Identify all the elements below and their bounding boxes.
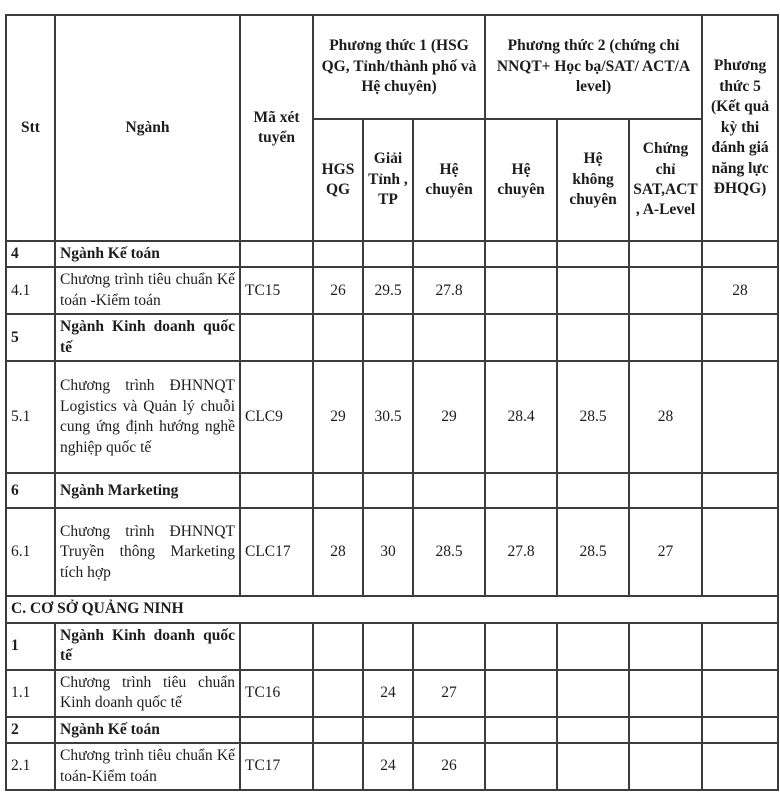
cell-score [557,473,629,508]
cell-stt: 6 [6,473,55,508]
cell-program-name: Chương trình tiêu chuẩn Kế toán -Kiểm toán [55,267,240,314]
cell-score [313,670,363,717]
cell-code [240,623,313,670]
cell-score: 28.5 [557,361,629,473]
header-phuong-thuc-5: Phương thức 5 (Kết quả kỳ thi đánh giá năng lực ĐHQG) [702,15,778,241]
cell-score [557,743,629,790]
table-row [6,670,778,717]
cell-score [413,623,485,670]
cell-score [413,314,485,361]
cell-program-name: Chương trình tiêu chuẩn Kế toán-Kiểm toán [55,743,240,790]
cell-stt: 5 [6,314,55,361]
cell-score: 28 [629,361,702,473]
cell-program-name: Chương trình ĐHNNQT Truyền thông Marketing tích hợp [55,508,240,596]
cell-code [240,314,313,361]
cell-major-name: Ngành Kế toán [55,241,240,267]
cell-score [702,241,778,267]
cell-score [557,241,629,267]
subheader-he-chuyen-pt2: Hệ chuyên [485,119,557,241]
cell-score [363,241,413,267]
cell-score: 30 [363,508,413,596]
cell-score [702,717,778,743]
region-row [6,596,778,622]
cell-score: 27 [413,670,485,717]
cell-code: CLC9 [240,361,313,473]
cell-score [629,623,702,670]
cell-score: 24 [363,743,413,790]
cell-program-name: Chương trình tiêu chuẩn Kinh doanh quốc tế [55,670,240,717]
cell-score: 28.4 [485,361,557,473]
cell-stt: 4 [6,241,55,267]
cell-score [485,743,557,790]
cell-score [702,314,778,361]
cell-score [313,743,363,790]
cell-score [485,670,557,717]
cell-score [485,623,557,670]
table-row [6,717,778,743]
header-stt: Stt [6,15,55,241]
header-phuong-thuc-1: Phương thức 1 (HSG QG, Tỉnh/thành phố và Hệ chuyên) [313,15,485,119]
cell-score: 30.5 [363,361,413,473]
cell-score: 26 [313,267,363,314]
cell-score [413,717,485,743]
cell-score: 27.8 [485,508,557,596]
cell-score: 28.5 [413,508,485,596]
cell-stt: 5.1 [6,361,55,473]
cell-score [702,473,778,508]
cell-score [629,743,702,790]
cell-score: 28.5 [557,508,629,596]
table-row [6,267,778,314]
cell-score: 29.5 [363,267,413,314]
cell-stt: 1.1 [6,670,55,717]
cell-score [629,670,702,717]
admission-scores-table [5,14,779,791]
cell-score [313,241,363,267]
cell-stt: 1 [6,623,55,670]
header-ma-xet-tuyen: Mã xét tuyển [240,15,313,241]
cell-major-name: Ngành Kế toán [55,717,240,743]
cell-score: 27.8 [413,267,485,314]
cell-score [485,473,557,508]
cell-score [313,314,363,361]
cell-score: 26 [413,743,485,790]
cell-program-name: Chương trình ĐHNNQT Logistics và Quản lý chuỗi cung ứng định hướng nghề nghiệp quốc tế [55,361,240,473]
cell-score [363,623,413,670]
table-body [6,241,778,790]
cell-score [557,623,629,670]
cell-code: TC16 [240,670,313,717]
table-row [6,508,778,596]
cell-stt: 2 [6,717,55,743]
cell-score [313,473,363,508]
cell-score [363,314,413,361]
cell-score [485,314,557,361]
table-row [6,473,778,508]
cell-score [702,670,778,717]
table-row [6,361,778,473]
cell-score: 28 [313,508,363,596]
cell-score [363,717,413,743]
cell-score [413,473,485,508]
subheader-giai-tinh-tp: Giải Tỉnh , TP [363,119,413,241]
cell-score [485,267,557,314]
cell-score [629,267,702,314]
cell-major-name: Ngành Kinh doanh quốc tế [55,623,240,670]
subheader-he-khong-chuyen: Hệ không chuyên [557,119,629,241]
cell-score [363,473,413,508]
table-row [6,314,778,361]
cell-score [313,623,363,670]
cell-score [413,241,485,267]
cell-stt: 6.1 [6,508,55,596]
cell-score [557,314,629,361]
cell-score [629,314,702,361]
table-row [6,623,778,670]
cell-major-name: Ngành Marketing [55,473,240,508]
cell-score: 29 [413,361,485,473]
cell-score: 28 [702,267,778,314]
table-row [6,743,778,790]
cell-score [702,743,778,790]
cell-score [702,361,778,473]
cell-score [629,241,702,267]
cell-code: CLC17 [240,508,313,596]
cell-score [485,717,557,743]
cell-score [557,717,629,743]
cell-score: 27 [629,508,702,596]
cell-major-name: Ngành Kinh doanh quốc tế [55,314,240,361]
cell-score [557,267,629,314]
cell-code [240,473,313,508]
header-phuong-thuc-2: Phương thức 2 (chứng chỉ NNQT+ Học bạ/SAT/ ACT/A level) [485,15,702,119]
cell-score [557,670,629,717]
cell-score [485,241,557,267]
cell-code: TC15 [240,267,313,314]
cell-code [240,717,313,743]
cell-score: 24 [363,670,413,717]
cell-code [240,241,313,267]
region-title: C. CƠ SỞ QUẢNG NINH [6,596,778,622]
table-row [6,241,778,267]
subheader-he-chuyen-pt1: Hệ chuyên [413,119,485,241]
table-header [6,15,778,241]
cell-score [702,623,778,670]
cell-stt: 2.1 [6,743,55,790]
subheader-chung-chi-sat-act: Chứng chỉ SAT,ACT, A-Level [629,119,702,241]
subheader-hgs-qg: HGS QG [313,119,363,241]
cell-code: TC17 [240,743,313,790]
cell-score: 29 [313,361,363,473]
cell-score [629,717,702,743]
header-nganh: Ngành [55,15,240,241]
cell-score [313,717,363,743]
cell-stt: 4.1 [6,267,55,314]
cell-score [629,473,702,508]
cell-score [702,508,778,596]
